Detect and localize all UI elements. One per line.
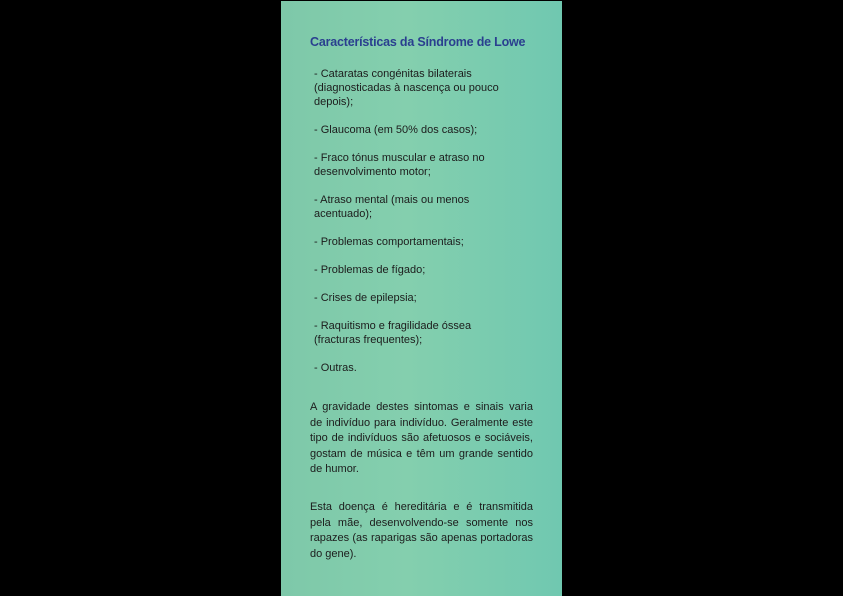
info-panel [281,1,562,596]
severity-paragraph: A gravidade destes sintomas e sinais varia de indivíduo para indivíduo. Geralmente este tipo de indivíduos são afetuosos e sociáveis, gostam de música e têm um grande sentido de humor. [310,401,533,475]
list-item: - Glaucoma (em 50% dos casos); [314,124,478,136]
heredity-paragraph: Esta doença é hereditária e é transmitida pela mãe, desenvolvendo-se somente nos rapazes (as raparigas são apenas portadoras do gene). [310,501,533,560]
list-item: - Outras. [314,362,357,374]
characteristics-list [314,67,519,389]
list-item: - Fraco tónus muscular e atraso no desenvolvimento motor; [314,152,485,178]
list-item: - Problemas comportamentais; [314,236,464,248]
list-item: - Raquitismo e fragilidade óssea (fracturas frequentes); [314,320,472,346]
list-item: - Problemas de fígado; [314,264,426,276]
panel-title: Características da Síndrome de Lowe [310,35,526,49]
list-item: - Cataratas congénitas bilaterais (diagnosticadas à nascença ou pouco depois); [314,68,499,108]
list-item: - Crises de epilepsia; [314,292,417,304]
list-item: - Atraso mental (mais ou menos acentuado); [314,194,470,220]
